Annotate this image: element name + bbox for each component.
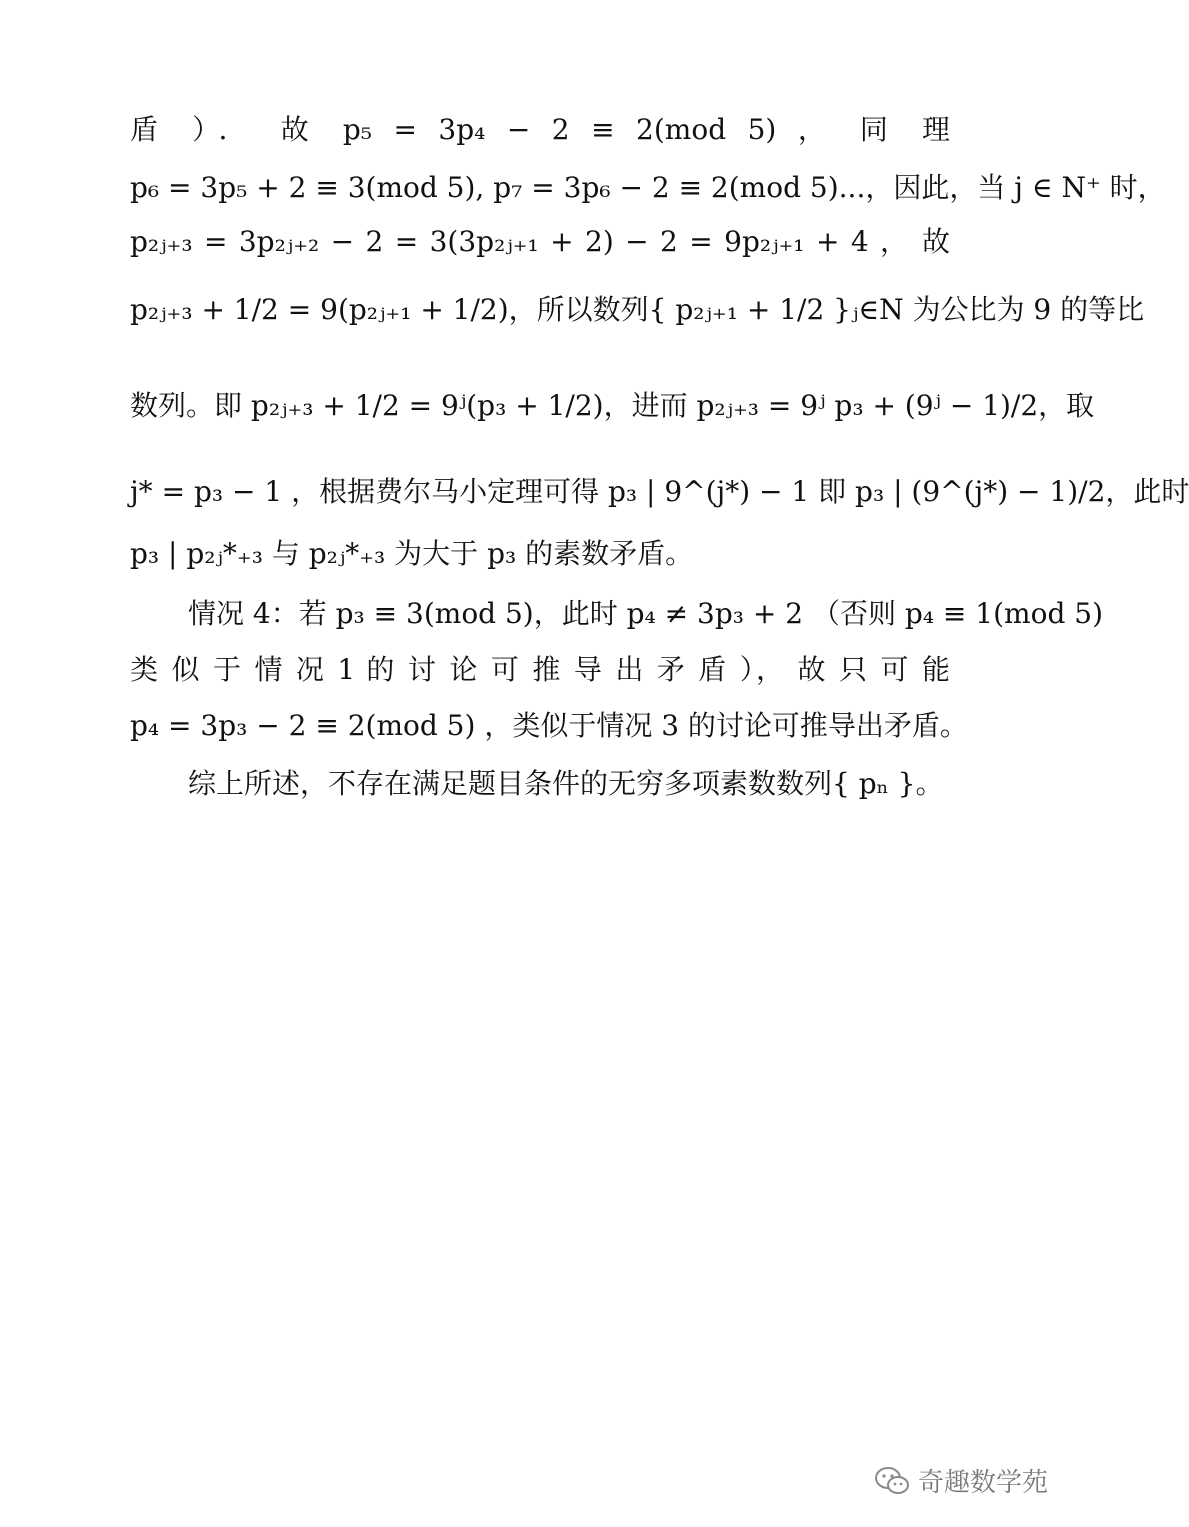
text-line-8: 情况 4：若 p₃ ≡ 3(mod 5)，此时 p₄ ≠ 3p₃ + 2 （否则 p₄ ≡ 1(mod 5) xyxy=(188,597,1104,630)
text-line-4: p₂ⱼ₊₃ + 1/2 = 9(p₂ⱼ₊₁ + 1/2)，所以数列{ p₂ⱼ₊₁ + 1/2 }ⱼ∈N 为公比为 9 的等比 xyxy=(130,293,1145,326)
text-line-9: 类 似 于 情 况 1 的 讨 论 可 推 导 出 矛 盾 ）， 故 只 可 能 xyxy=(130,653,950,686)
text-line-6: j* = p₃ − 1 ，根据费尔马小定理可得 p₃ | 9^(j*) − 1 即 p₃ | (9^(j*) − 1)/2，此时 xyxy=(130,475,1189,508)
text-line-7: p₃ | p₂ⱼ*₊₃ 与 p₂ⱼ*₊₃ 为大于 p₃ 的素数矛盾。 xyxy=(130,537,694,570)
text-line-3: p₂ⱼ₊₃ = 3p₂ⱼ₊₂ − 2 = 3(3p₂ⱼ₊₁ + 2) − 2 = 9p₂ⱼ₊₁ + 4 ， 故 xyxy=(130,225,950,258)
watermark-text: 奇趣数学苑 xyxy=(917,1468,1048,1498)
text-line-10: p₄ = 3p₃ − 2 ≡ 2(mod 5) ，类似于情况 3 的讨论可推导出矛盾。 xyxy=(130,709,968,742)
watermark xyxy=(874,1462,1048,1499)
text-line-5: 数列。即 p₂ⱼ₊₃ + 1/2 = 9ʲ(p₃ + 1/2)，进而 p₂ⱼ₊₃ = 9ʲ p₃ + (9ʲ − 1)/2，取 xyxy=(130,389,1095,422)
text-line-11: 综上所述，不存在满足题目条件的无穷多项素数数列{ pₙ }。 xyxy=(188,767,944,800)
wechat-icon xyxy=(874,1466,910,1496)
text-line-2: p₆ = 3p₅ + 2 ≡ 3(mod 5), p₇ = 3p₆ − 2 ≡ 2(mod 5)...，因此，当 j ∈ N⁺ 时， xyxy=(130,171,1166,204)
text-line-1: 盾 ）． 故 p₅ = 3p₄ − 2 ≡ 2(mod 5) ， 同 理 xyxy=(130,113,950,146)
